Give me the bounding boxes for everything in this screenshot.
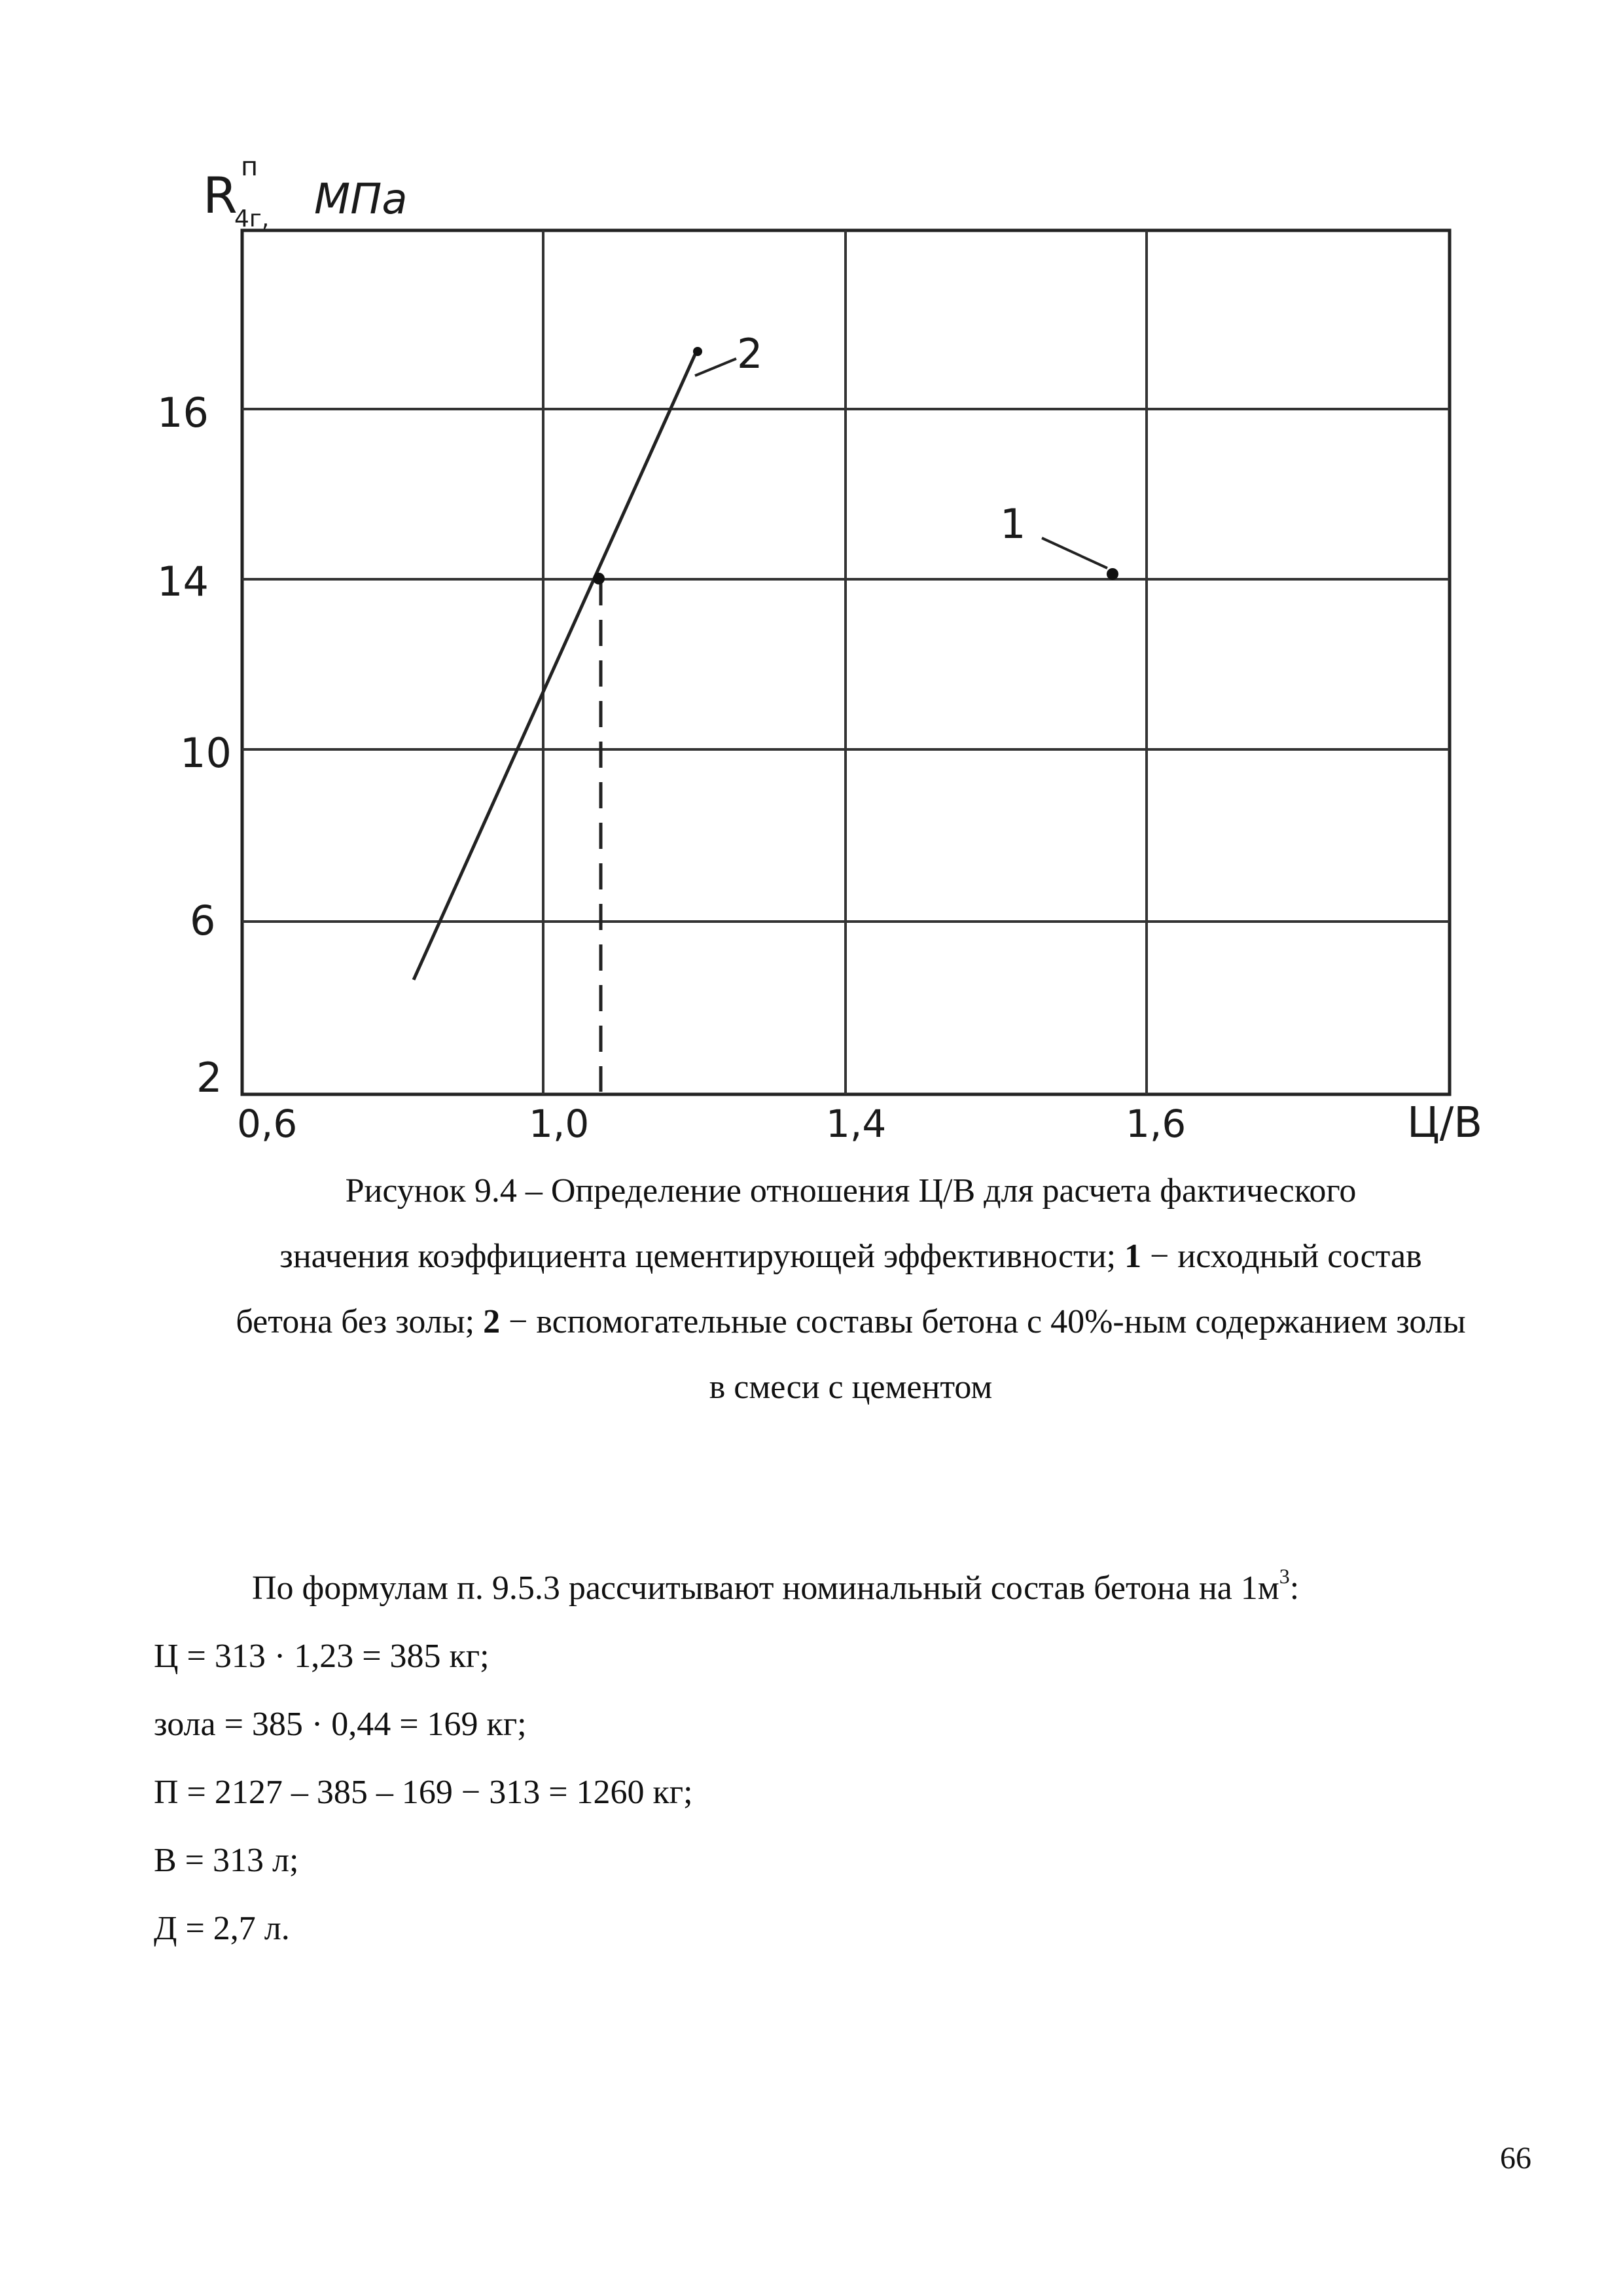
series-1-leader xyxy=(1042,538,1107,568)
x-axis-label: Ц/В xyxy=(1407,1099,1483,1147)
series-2-line xyxy=(414,350,697,980)
equation-additive: Д = 2,7 л. xyxy=(154,1910,290,1947)
grid xyxy=(242,230,1450,1094)
intro-superscript: 3 xyxy=(1279,1564,1290,1588)
series-1-point xyxy=(1107,568,1118,580)
intersection-point xyxy=(593,573,605,584)
x-tick-label: 1,0 xyxy=(529,1102,590,1146)
caption-bold: 2 xyxy=(483,1303,501,1340)
caption-text: − исходный состав xyxy=(1141,1238,1422,1275)
y-tick-label: 6 xyxy=(190,897,216,944)
caption-bold: 1 xyxy=(1124,1238,1142,1275)
series-2-leader xyxy=(695,359,736,376)
series-2-label: 2 xyxy=(737,330,763,378)
caption-text: − вспомогательные составы бетона с 40%-ным содержанием золы xyxy=(500,1303,1466,1340)
caption-text: бетона без золы; xyxy=(236,1303,484,1340)
y-axis-label: R xyxy=(203,166,238,224)
equation-ash: зола = 385 · 0,44 = 169 кг; xyxy=(154,1706,527,1743)
intro-text: По формулам п. 9.5.3 рассчитывают номинальный состав бетона на 1м xyxy=(252,1570,1279,1607)
equation-water: В = 313 л; xyxy=(154,1842,299,1879)
body-text xyxy=(154,1554,1299,1963)
x-tick-label: 0,6 xyxy=(237,1102,298,1146)
caption-text: значения коэффициента цементирующей эффективности; xyxy=(279,1238,1125,1275)
intro-end: : xyxy=(1289,1570,1300,1607)
equation-cement: Ц = 313 · 1,23 = 385 кг; xyxy=(154,1638,490,1675)
series-1-label: 1 xyxy=(1000,500,1026,548)
equation-sand: П = 2127 – 385 – 169 − 313 = 1260 кг; xyxy=(154,1774,693,1811)
series-2-endpoint xyxy=(693,347,702,356)
y-axis-unit: МПа xyxy=(314,175,408,224)
y-axis-label-sup: п xyxy=(241,152,259,182)
y-axis-label-sub: 4г, xyxy=(234,206,270,232)
y-tick-label: 10 xyxy=(180,729,232,777)
y-tick-label: 14 xyxy=(157,558,209,605)
figure-caption xyxy=(151,1158,1551,1420)
x-tick-label: 1,6 xyxy=(1126,1102,1186,1146)
page-number: 66 xyxy=(1500,2141,1531,2176)
x-tick-label: 1,4 xyxy=(826,1102,887,1146)
caption-line-4: в смеси с цементом xyxy=(709,1369,993,1406)
y-tick-label: 2 xyxy=(196,1054,223,1102)
caption-line-3 xyxy=(151,1289,1551,1355)
intro-paragraph xyxy=(154,1554,1299,1623)
y-tick-label: 16 xyxy=(157,389,209,437)
caption-line-1: Рисунок 9.4 – Определение отношения Ц/В для расчета фактического xyxy=(345,1172,1357,1210)
caption-line-2 xyxy=(151,1224,1551,1289)
